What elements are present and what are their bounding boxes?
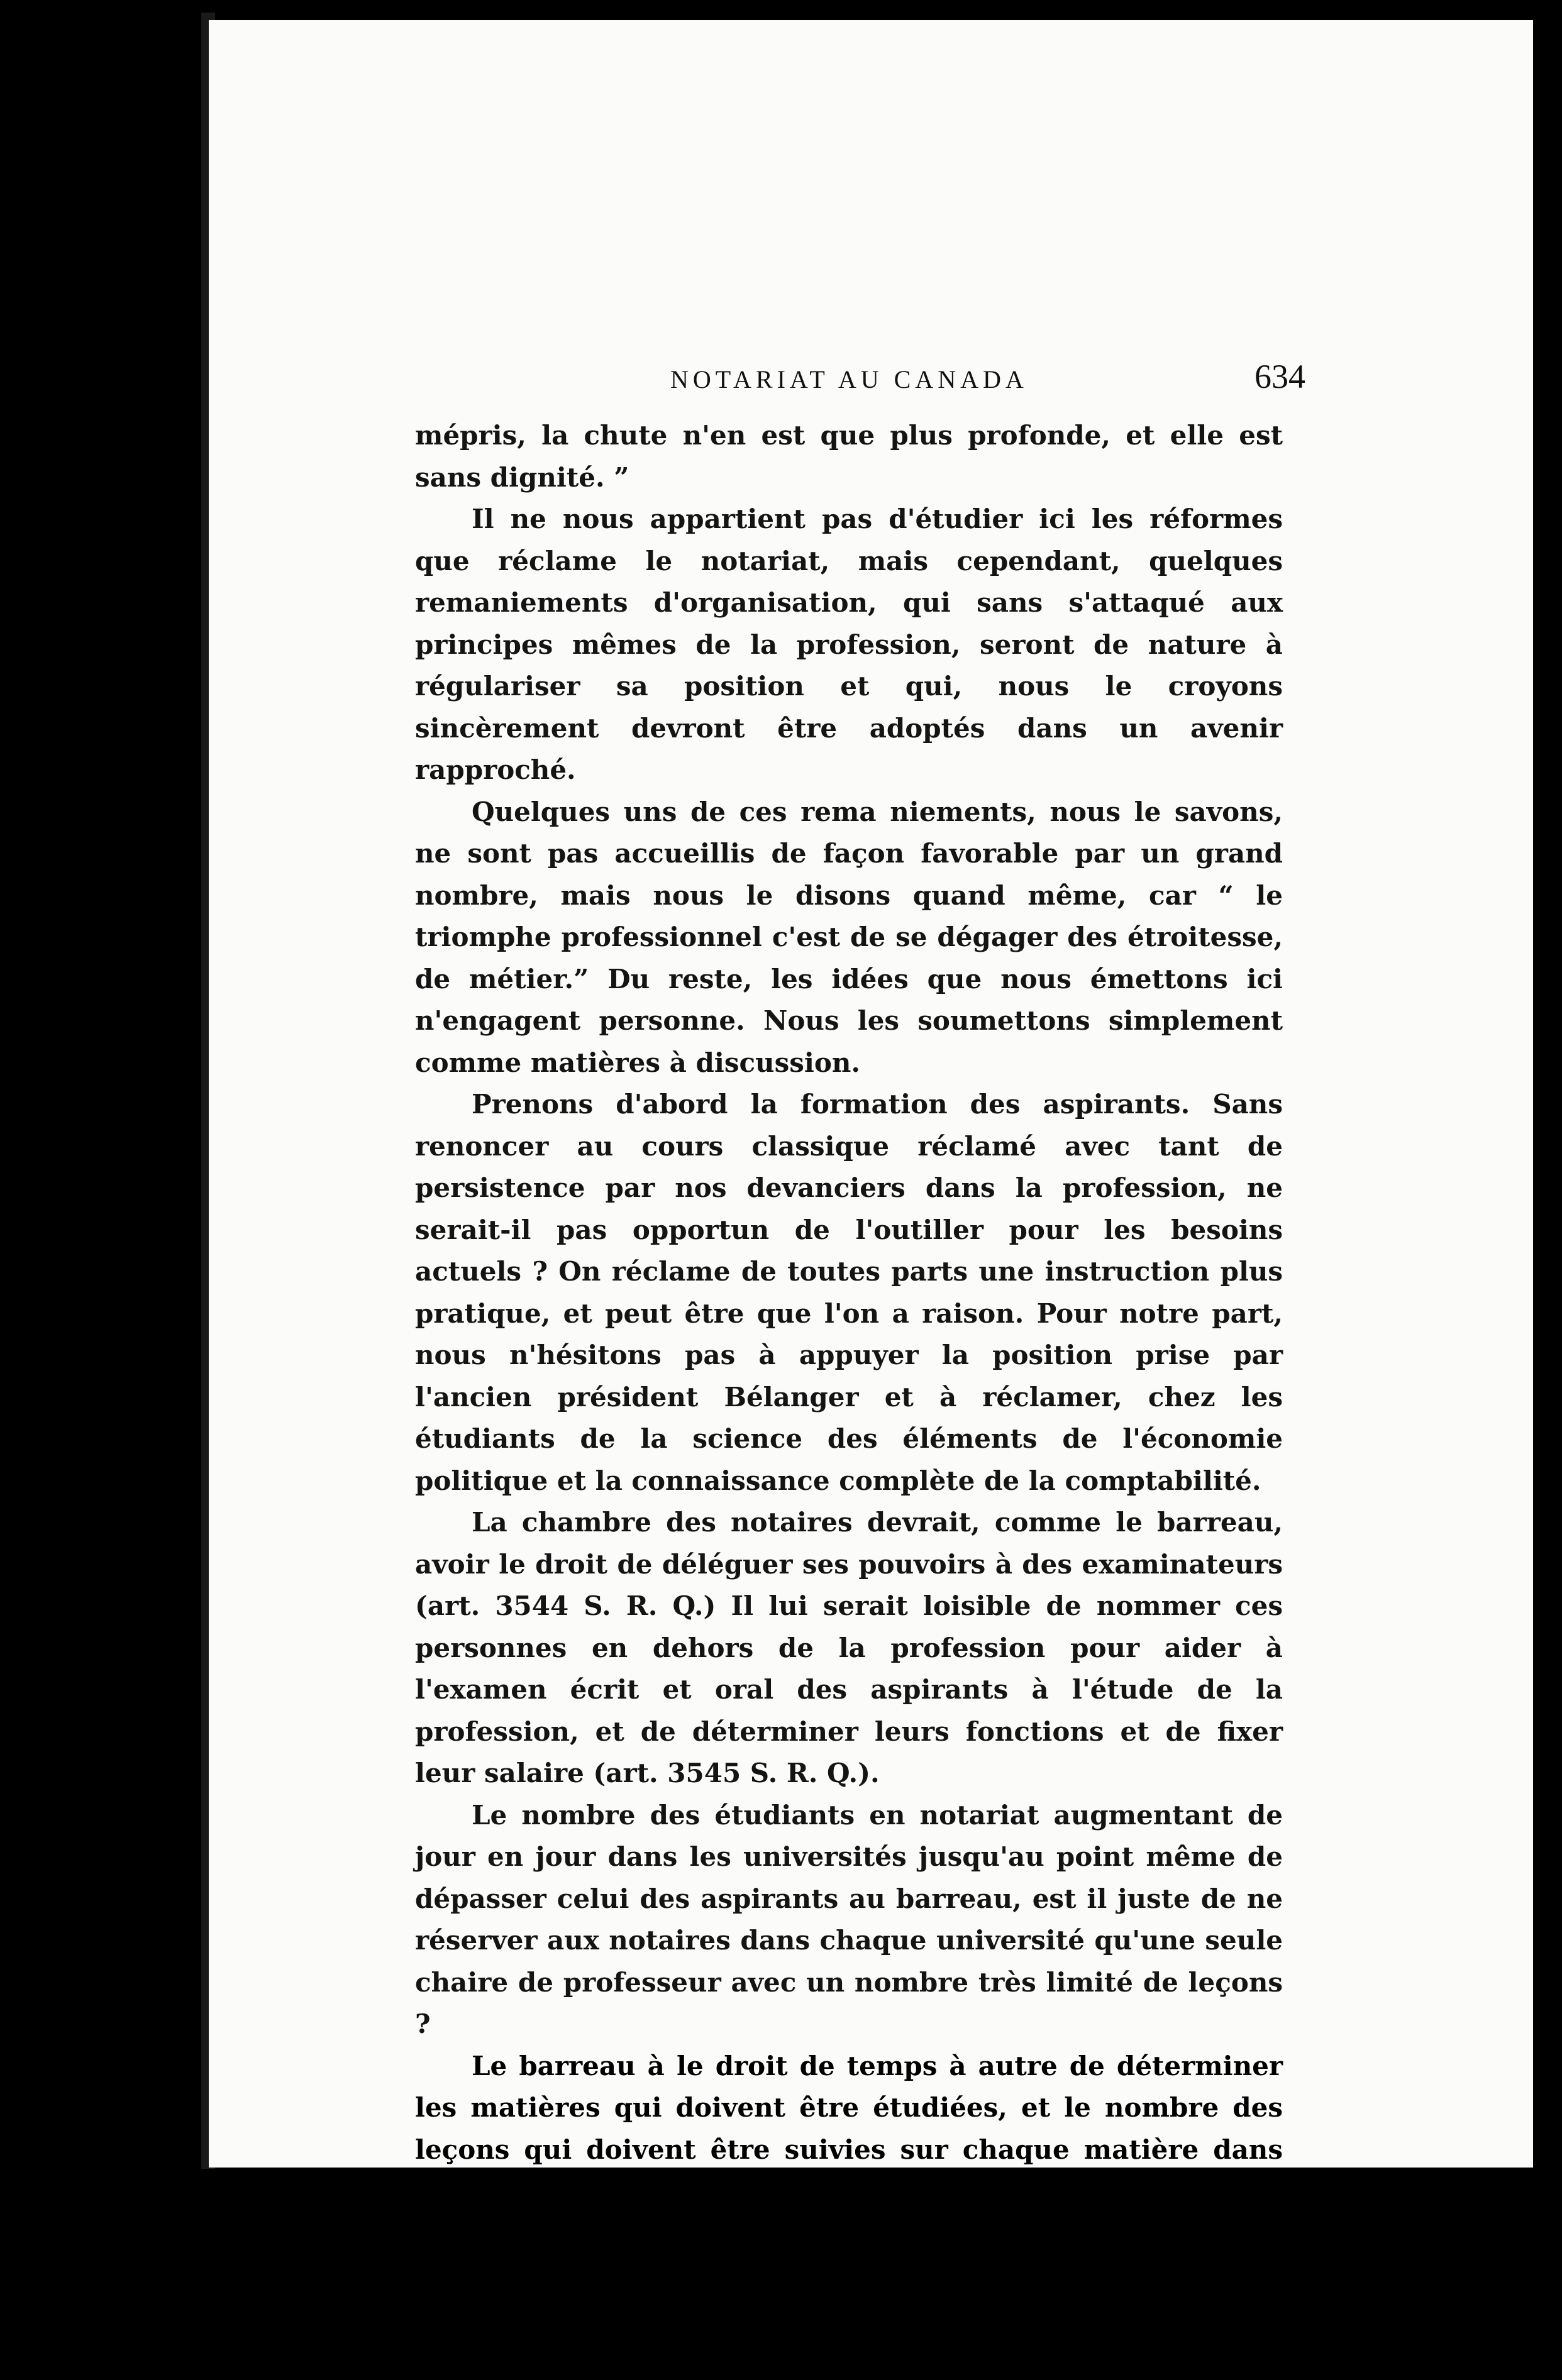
paragraph: Le barreau à le droit de temps à autre de déterminer les matières qui doivent être étudiées, et le nombre des leçons qui doivent être suivies sur chaque matière dans les universités ou collèges pour composer un cours régulier de droit (art. 3552 S. R. Q.).: [415, 2050, 1283, 2249]
body-text: [415, 415, 1283, 2380]
page-number: 634: [1255, 358, 1305, 395]
paragraph: La chambre des notaires devrait, comme le barreau, avoir le droit de déléguer ses pouvoirs à des examinateurs (art. 3544 S. R. Q.) Il lui serait loisible de nommer ces personnes en dehors de la profession pour aider à l'examen écrit et oral des aspirants à l'étude de la profession, et de déterminer leurs fonctions et de fixer leur salaire (art. 3545 S. R. Q.).: [415, 1507, 1283, 1788]
paragraph: mépris, la chute n'en est que plus profonde, et elle est sans dignité. ”: [415, 420, 1283, 493]
paragraph: Quelques uns de ces rema niements, nous le savons, ne sont pas accueillis de façon favorable par un grand nombre, mais nous le disons quand même, car “ le triomphe professionnel c'est de se dégager des étroitesse, de métier.” Du reste, les idées que nous émettons ici n'engagent personne. Nous les soumettons simplement comme matières à discussion.: [415, 796, 1283, 1078]
running-head: NOTARIAT AU CANADA: [670, 365, 1028, 394]
paragraph: Il ne nous appartient pas d'étudier ici les réformes que réclame le notariat, mais cependant, quelques remaniements d'organisation, qui sans s'attaqué aux principes mêmes de la profession, seront de nature à régulariser sa position et qui, nous le croyons sincèrement devront être adoptés dans un avenir rapproché.: [415, 504, 1283, 785]
paragraph: Le nombre des étudiants en notariat augmentant de jour en jour dans les universités jusqu'au point même de dépasser celui des aspirants au barreau, est il juste de ne réserver aux notaires dans chaque université qu'une seule chaire de professeur avec un nombre très limité de leçons ?: [415, 1799, 1283, 2039]
page-header: [670, 357, 1305, 401]
paragraph: Prenons d'abord la formation des aspirants. Sans renoncer au cours classique réclamé avec tant de persistence par nos devanciers dans la profession, ne serait-il pas opportun de l'outiller pour les besoins actuels ? On réclame de toutes parts une instruction plus pratique, et peut être que l'on a raison. Pour notre part, nous n'hésitons pas à appuyer la position prise par l'ancien président Bélanger et à réclamer, chez les étudiants de la science des éléments de l'économie politique et la connaissance complète de la comptabilité.: [415, 1089, 1283, 1496]
paragraph: Pourquoi le notariat n'aurait-il pas le même privilège ? La majorité des élèves appartenant au notariat, est il juste que la direc-: [415, 2259, 1283, 2374]
